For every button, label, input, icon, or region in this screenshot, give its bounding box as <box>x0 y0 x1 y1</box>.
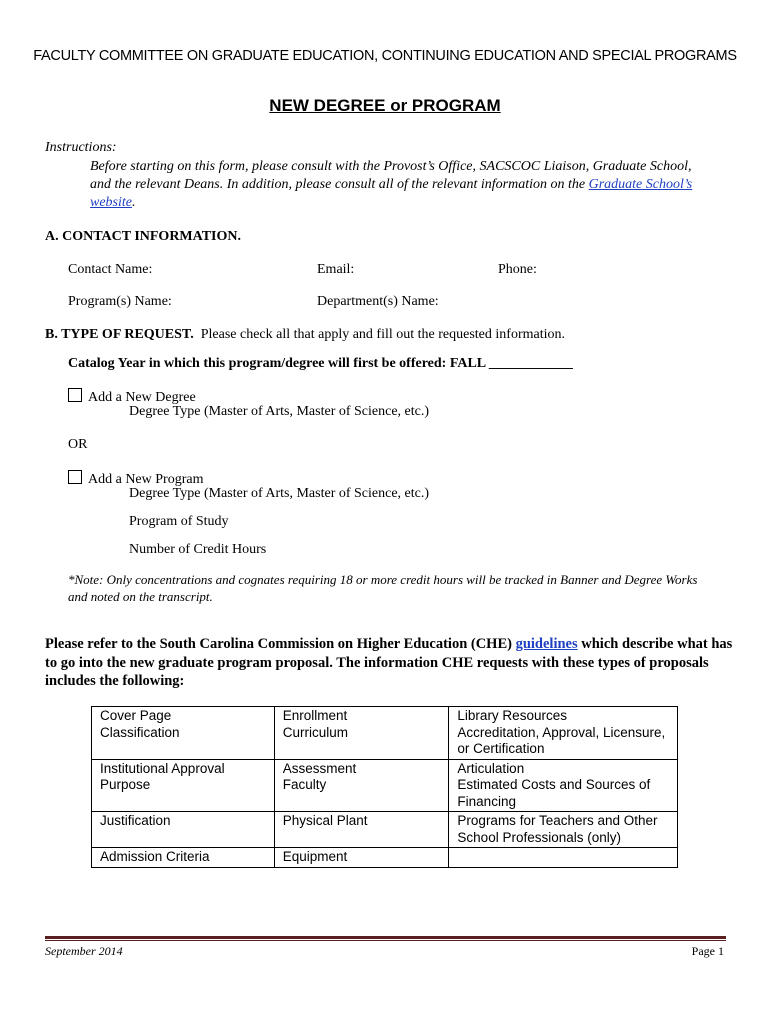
che-requirements-table <box>91 706 678 868</box>
page-title-text: NEW DEGREE or PROGRAM <box>269 96 501 115</box>
departments-name-label: Department(s) Name: <box>317 294 439 309</box>
new-program-checkbox[interactable] <box>68 470 82 484</box>
phone-label: Phone: <box>498 262 537 277</box>
section-b-heading-rest: Please check all that apply and fill out the requested information. <box>193 327 565 342</box>
section-b-heading-bold: B. TYPE OF REQUEST. <box>45 327 194 342</box>
catalog-year-line: Catalog Year in which this program/degree will first be offered: FALL ____________ <box>68 356 573 371</box>
section-a-heading: A. CONTACT INFORMATION. <box>45 229 242 244</box>
table-cell: Institutional Approval Purpose <box>92 759 275 812</box>
footer-date: September 2014 <box>45 944 123 958</box>
table-cell: Justification <box>92 812 275 848</box>
table-row <box>92 812 678 848</box>
che-guidelines-link[interactable]: guidelines <box>515 636 578 652</box>
table-row <box>92 707 678 760</box>
table-cell: Articulation Estimated Costs and Sources of Financing <box>449 759 678 812</box>
credit-hours-note: *Note: Only concentrations and cognates requiring 18 or more credit hours will be tracked in Banner and Degree Works and noted on the transcript. <box>68 572 698 604</box>
footer-divider <box>45 936 726 939</box>
section-b-heading <box>45 327 565 343</box>
new-degree-type: Degree Type (Master of Arts, Master of Science, etc.) <box>129 404 430 419</box>
footer-divider-thin <box>45 940 726 941</box>
new-degree-checkbox[interactable] <box>68 388 82 402</box>
table-cell <box>449 848 678 868</box>
graduate-school-website-link[interactable]: Graduate School’s website <box>90 177 693 210</box>
che-text-end: which describe what has to go into the new graduate program proposal. The information CHE requests with these types of proposals includes the following: <box>45 636 733 689</box>
instructions-body: Before starting on this form, please consult with the Provost’s Office, SACSCOC Liaison, Graduate School, and the relevant Deans. In addition, please consult all of the relevant information on the <box>90 159 692 192</box>
instructions-end: . <box>132 195 136 210</box>
table-cell: Library Resources Accreditation, Approval, Licensure, or Certification <box>449 707 678 760</box>
instructions-text <box>90 158 710 212</box>
che-paragraph <box>45 635 735 691</box>
new-program-degree-type: Degree Type (Master of Arts, Master of Science, etc.) <box>129 486 430 501</box>
table-cell: Enrollment Curriculum <box>274 707 449 760</box>
page-number: Page 1 <box>691 944 724 958</box>
new-program-label: Add a New Program <box>88 472 204 487</box>
or-separator: OR <box>68 437 88 452</box>
table-cell: Programs for Teachers and Other School Professionals (only) <box>449 812 678 848</box>
table-cell: Assessment Faculty <box>274 759 449 812</box>
page-title <box>0 96 770 116</box>
committee-header: FACULTY COMMITTEE ON GRADUATE EDUCATION, CONTINUING EDUCATION AND SPECIAL PROGRAMS <box>33 48 737 64</box>
table-cell: Admission Criteria <box>92 848 275 868</box>
contact-name-label: Contact Name: <box>68 262 153 277</box>
instructions-label: Instructions: <box>45 140 117 155</box>
credit-hours-label: Number of Credit Hours <box>129 542 267 557</box>
programs-name-label: Program(s) Name: <box>68 294 172 309</box>
new-degree-label: Add a New Degree <box>88 390 196 405</box>
table-row <box>92 848 678 868</box>
che-text-start: Please refer to the South Carolina Commission on Higher Education (CHE) <box>45 636 516 652</box>
table-cell: Physical Plant <box>274 812 449 848</box>
email-label: Email: <box>317 262 355 277</box>
program-of-study-label: Program of Study <box>129 514 229 529</box>
table-row <box>92 759 678 812</box>
table-cell: Equipment <box>274 848 449 868</box>
table-cell: Cover Page Classification <box>92 707 275 760</box>
